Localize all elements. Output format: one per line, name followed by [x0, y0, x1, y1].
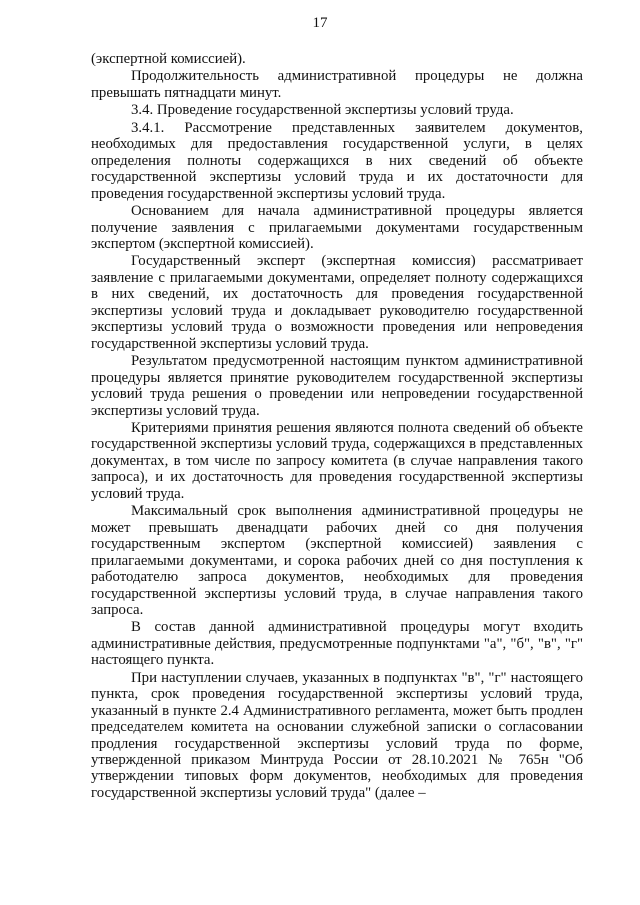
paragraph-8: Максимальный срок выполнения административной процедуры не может превышать двенадцати рабочих дней со дня получения государственным экспертом (экспертной комиссией) заявления с прилагаемыми документами, и сорока рабочих дней со дня поступления к работодателю запроса документов, необходимых для проведения государственной экспертизы условий труда, в случае направления такого запроса. [91, 503, 583, 618]
paragraph-5: Государственный эксперт (экспертная комиссия) рассматривает заявление с прилагаемыми документами, определяет полноту содержащихся в них сведений, их достаточность для проведения государственной экспертизы условий труда и докладывает руководителю государственной экспертизы условий труда о возможности проведения или непроведения государственной экспертизы условий труда. [91, 253, 583, 352]
paragraph-10: При наступлении случаев, указанных в подпунктах "в", "г" настоящего пункта, срок проведения государственной экспертизы условий труда, указанный в пункте 2.4 Административного регламента, может быть продлен председателем комитета на основании служебной записки о согласовании продления государственной экспертизы условий труда по форме, утвержденной приказом Минтруда России от 28.10.2021 № 765н "Об утверждении типовых форм документов, необходимых для проведения государственной экспертизы условий труда" (далее – [91, 669, 583, 801]
section-heading-3-4: 3.4. Проведение государственной экспертизы условий труда. [131, 102, 514, 119]
paragraph-0: (экспертной комиссией). [91, 51, 246, 67]
paragraph-4: Основанием для начала административной процедуры является получение заявления с прилагаемыми документами государственным экспертом (экспертной комиссией). [91, 203, 583, 252]
page-number: 17 [312, 15, 328, 31]
paragraph-1: Продолжительность административной процедуры не должна превышать пятнадцати минут. [91, 68, 583, 101]
paragraph-9: В состав данной административной процедуры могут входить административные действия, предусмотренные подпунктами "а", "б", "в", "г" настоящего пункта. [91, 619, 583, 669]
document-body [91, 51, 583, 802]
paragraph-7: Критериями принятия решения являются полнота сведений об объекте государственной экспертизы условий труда, содержащихся в представленных документах, в том числе по запросу комитета (в случае направления такого запроса), и их достаточность для проведения государственной экспертизы условий труда. [91, 419, 583, 502]
paragraph-6: Результатом предусмотренной настоящим пунктом административной процедуры является принятие руководителем государственной экспертизы условий труда решения о проведении или непроведении государственной экспертизы условий труда. [91, 353, 583, 419]
paragraph-3-4-1: 3.4.1. Рассмотрение представленных заявителем документов, необходимых для предоставления государственной услуги, в целях определения полноты содержащихся в них сведений об объекте государственной экспертизы условий труда и их достаточности для проведения государственной экспертизы условий труда. [91, 119, 583, 202]
